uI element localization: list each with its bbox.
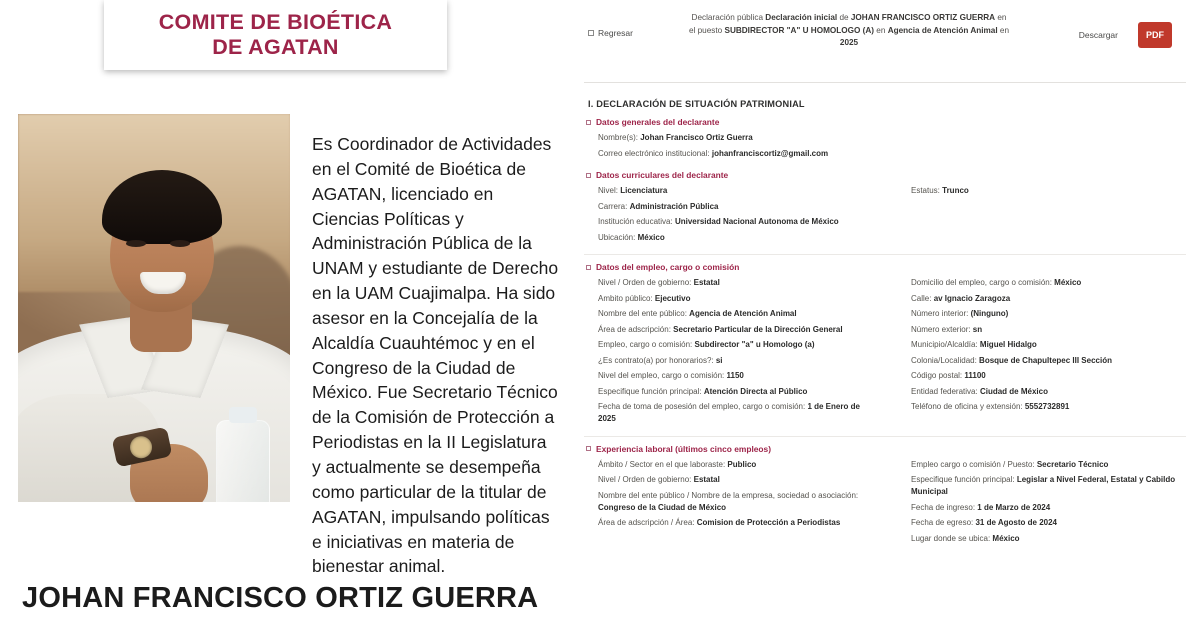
field-label: Municipio/Alcaldía:	[911, 340, 980, 349]
field-value: 11100	[964, 371, 986, 380]
field-label: Nivel / Orden de gobierno:	[598, 278, 694, 287]
field-value: Estatal	[693, 278, 720, 287]
field-value: (Ninguno)	[970, 309, 1009, 318]
title-of: de	[839, 13, 849, 22]
photo-eye-left	[126, 240, 146, 247]
profile-bio: Es Coordinador de Actividades en el Comité de Bioética de AGATAN, licenciado en Ciencias Políticas y Administración Pública de la UNAM y estudiante de Derecho en la UAM Cuajimalpa. Ha sido asesor en la Concejalía de la Alcaldía Cuauhtémoc y en el Congreso de la Ciudad de México. Fue Secretario Técnico de la Comisión de Protección a Periodistas en la II Legislatura y actualmente se desempeña como particular de la titular de AGATAN, impulsando políticas e iniciativas en materia de bienestar animal.	[312, 134, 559, 577]
field-label: Institución educativa:	[598, 217, 675, 226]
declaration-field	[598, 517, 873, 529]
declaration-group-header[interactable]	[586, 262, 1186, 272]
declaration-field	[598, 185, 873, 197]
field-label: Lugar donde se ubica:	[911, 533, 993, 543]
title-year-label: en	[999, 25, 1010, 35]
declaration-group-columns	[584, 132, 1186, 163]
declaration-group-title: Datos generales del declarante	[596, 117, 720, 127]
field-label: Número exterior:	[911, 324, 973, 334]
field-label: Código postal:	[911, 371, 965, 380]
declaration-field	[911, 293, 1186, 305]
title-mid: en el puesto	[688, 13, 1007, 35]
group-divider	[584, 254, 1186, 255]
back-arrow-icon	[588, 30, 594, 36]
field-label: Nivel / Orden de gobierno:	[598, 475, 694, 484]
declaration-field	[911, 370, 1186, 382]
declaration-field	[911, 502, 1186, 514]
field-value: johanfranciscortiz@gmail.com	[711, 148, 829, 158]
banner-line-1: COMITE DE BIOÉTICA	[158, 9, 393, 34]
field-label: Nombre(s):	[598, 133, 641, 142]
declaration-field	[911, 277, 1186, 289]
title-name: JOHAN FRANCISCO ORTIZ GUERRA	[850, 13, 996, 22]
declaration-field	[598, 355, 873, 367]
declaration-group	[584, 170, 1186, 255]
collapse-toggle-icon[interactable]	[586, 173, 591, 178]
title-position: SUBDIRECTOR "A" U HOMOLOGO (A)	[724, 25, 875, 35]
declaration-field	[911, 355, 1186, 367]
field-value: sn	[972, 324, 983, 334]
field-label: Colonia/Localidad:	[911, 355, 980, 365]
declaration-group-columns	[584, 459, 1186, 549]
organization-banner	[104, 0, 447, 70]
profile-photo	[18, 114, 290, 502]
photo-bottle-cap	[229, 407, 257, 423]
back-button[interactable]	[588, 28, 633, 38]
field-value: 31 de Agosto de 2024	[975, 518, 1057, 527]
document-title	[688, 12, 1010, 50]
declaration-field	[911, 324, 1186, 336]
field-label: Empleo, cargo o comisión:	[598, 340, 695, 349]
download-link[interactable]: Descargar	[1078, 30, 1118, 40]
declaration-field	[598, 474, 873, 486]
declaration-column-right	[897, 185, 1186, 247]
field-value: Miguel Hidalgo	[979, 340, 1037, 349]
declaration-field	[911, 474, 1186, 498]
collapse-toggle-icon[interactable]	[586, 446, 591, 451]
field-label: Ambito público:	[598, 293, 655, 303]
declaration-field	[598, 459, 873, 471]
declaration-field	[598, 216, 873, 228]
field-label: Calle:	[911, 293, 934, 303]
section-title: I. DECLARACIÓN DE SITUACIÓN PATRIMONIAL	[588, 99, 805, 109]
declaration-group-header[interactable]	[586, 117, 1186, 127]
field-value: Johan Francisco Ortiz Guerra	[640, 133, 753, 142]
declaration-group	[584, 117, 1186, 163]
field-value: Comision de Protección a Periodistas	[696, 518, 841, 527]
field-label: ¿Es contrato(a) por honorarios?:	[598, 355, 716, 365]
declaration-column-right	[897, 459, 1186, 549]
field-label: Especifique función principal:	[911, 475, 1017, 484]
declaration-column-left	[584, 277, 873, 429]
declaration-field	[598, 386, 873, 398]
field-label: Especifique función principal:	[598, 386, 704, 396]
photo-water-bottle	[216, 420, 270, 502]
declaration-field	[598, 132, 873, 144]
document-body	[570, 83, 1200, 548]
field-label: Estatus:	[911, 186, 943, 195]
field-value: Atención Directa al Público	[703, 386, 808, 396]
field-label: Fecha de toma de posesión del empleo, cargo o comisión:	[598, 402, 808, 411]
field-label: Carrera:	[598, 201, 630, 211]
field-value: Ejecutivo	[654, 293, 691, 303]
field-value: 1 de Enero de 2025	[598, 402, 860, 423]
declaration-field	[598, 277, 873, 289]
field-value: Bosque de Chapultepec III Sección	[979, 355, 1112, 365]
declaration-group-header[interactable]	[586, 170, 1186, 180]
field-label: Nombre del ente público / Nombre de la empresa, sociedad o asociación:	[598, 490, 859, 500]
declaration-field	[598, 148, 873, 160]
declaration-column-left	[584, 185, 873, 247]
title-type: Declaración inicial	[765, 13, 838, 22]
collapse-toggle-icon[interactable]	[586, 120, 591, 125]
field-value: Congreso de la Ciudad de México	[598, 502, 727, 512]
declaration-group	[584, 444, 1186, 549]
field-label: Ubicación:	[598, 232, 638, 242]
field-value: 1 de Marzo de 2024	[977, 502, 1051, 512]
banner-line-2: DE AGATAN	[212, 35, 339, 59]
declaration-field	[598, 232, 873, 244]
declaration-column-left	[584, 459, 873, 549]
field-label: Área de adscripción:	[598, 324, 674, 334]
field-label: Empleo cargo o comisión / Puesto:	[911, 459, 1037, 469]
declaration-field	[598, 490, 873, 514]
field-value: 5552732891	[1024, 402, 1070, 411]
field-label: Correo electrónico institucional:	[598, 148, 712, 158]
declaration-field	[911, 386, 1186, 398]
field-label: Domicilio del empleo, cargo o comisión:	[911, 278, 1055, 287]
field-value: Secretario Técnico	[1036, 459, 1109, 469]
field-label: Teléfono de oficina y extensión:	[911, 402, 1025, 411]
title-pre: Declaración pública	[691, 13, 763, 22]
declaration-field	[911, 459, 1186, 471]
photo-watch-dial	[128, 434, 154, 460]
organization-banner-title	[159, 10, 393, 61]
profile-name: JOHAN FRANCISCO ORTIZ GUERRA	[22, 582, 539, 614]
field-value: México	[992, 533, 1020, 543]
field-label: Número interior:	[911, 309, 971, 318]
declaration-column-left	[584, 132, 873, 163]
field-label: Ámbito / Sector en el que laboraste:	[598, 459, 728, 469]
declaration-group-header[interactable]	[586, 444, 1186, 454]
declaration-field	[911, 185, 1186, 197]
title-at: en	[876, 25, 886, 35]
field-label: Área de adscripción / Área:	[598, 518, 697, 527]
declaration-column-right	[897, 132, 1186, 163]
field-value: Ciudad de México	[979, 386, 1048, 396]
field-label: Fecha de ingreso:	[911, 502, 978, 512]
declaration-field	[598, 339, 873, 351]
declaration-column-right	[897, 277, 1186, 429]
field-value: Legislar a Nivel Federal, Estatal y Cabildo Municipal	[911, 475, 1176, 496]
pdf-download-button[interactable]: PDF	[1138, 22, 1172, 48]
field-value: Universidad Nacional Autonoma de México	[674, 217, 839, 226]
field-value: Publico	[727, 459, 757, 469]
title-entity: Agencia de Atención Animal	[887, 25, 998, 35]
field-value: 1150	[726, 371, 744, 380]
declaration-field	[911, 308, 1186, 320]
declaration-field	[911, 533, 1186, 545]
field-value: México	[1054, 278, 1082, 287]
declaration-field	[598, 324, 873, 336]
field-label: Fecha de egreso:	[911, 518, 976, 527]
field-value: Secretario Particular de la Dirección General	[673, 324, 843, 334]
declaration-field	[911, 339, 1186, 351]
field-value: si	[715, 355, 723, 365]
field-value: Subdirector "a" u Homologo (a)	[694, 340, 815, 349]
declaration-field	[598, 308, 873, 320]
group-divider	[584, 436, 1186, 437]
profile-panel	[0, 0, 570, 630]
field-label: Entidad federativa:	[911, 386, 980, 396]
field-label: Nivel del empleo, cargo o comisión:	[598, 371, 727, 380]
declaration-groups	[584, 117, 1186, 548]
declaration-field	[598, 201, 873, 213]
field-value: av Ignacio Zaragoza	[933, 293, 1011, 303]
field-label: Nombre del ente público:	[598, 309, 690, 318]
field-value: Agencia de Atención Animal	[689, 309, 797, 318]
declaration-field	[598, 401, 873, 425]
declaration-document	[570, 0, 1200, 630]
back-button-label: Regresar	[598, 28, 633, 38]
declaration-field	[598, 370, 873, 382]
document-header	[570, 0, 1200, 82]
declaration-group-title: Datos del empleo, cargo o comisión	[596, 262, 740, 272]
declaration-group-columns	[584, 185, 1186, 247]
field-value: Administración Pública	[629, 201, 719, 211]
declaration-group-title: Experiencia laboral (últimos cinco empleos)	[596, 443, 771, 454]
declaration-field	[911, 401, 1186, 413]
declaration-group-title: Datos curriculares del declarante	[596, 170, 729, 180]
field-value: Licenciatura	[620, 186, 668, 195]
field-value: Estatal	[693, 475, 720, 484]
field-label: Nivel:	[598, 186, 621, 195]
photo-eye-right	[170, 240, 190, 247]
declaration-field	[598, 293, 873, 305]
field-value: Trunco	[942, 186, 969, 195]
collapse-toggle-icon[interactable]	[586, 265, 591, 270]
declaration-field	[911, 517, 1186, 529]
title-year: 2025	[839, 38, 859, 48]
declaration-group-columns	[584, 277, 1186, 429]
declaration-group	[584, 262, 1186, 437]
field-value: México	[637, 232, 665, 242]
